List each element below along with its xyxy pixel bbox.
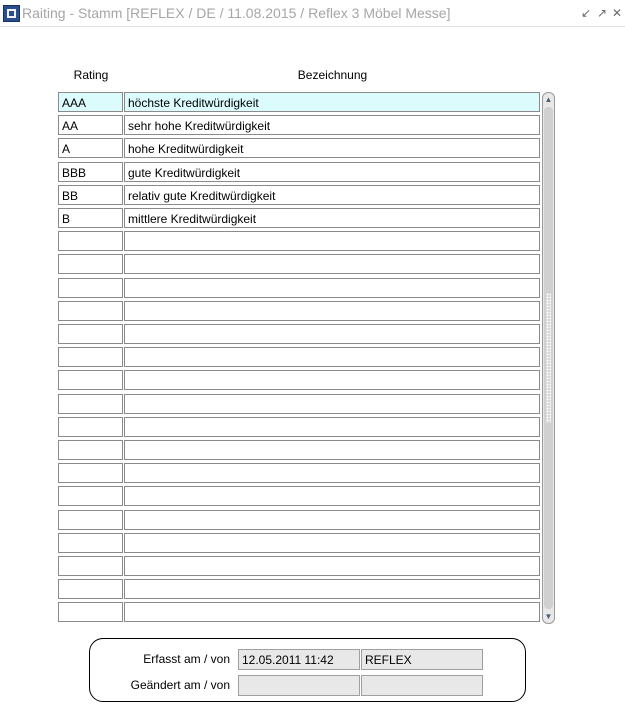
rating-cell[interactable] — [58, 370, 123, 390]
erfasst-label: Erfasst am / von — [143, 652, 230, 666]
title-bar — [0, 0, 625, 27]
scroll-up-icon[interactable]: ▲ — [544, 95, 553, 104]
bezeichnung-cell[interactable] — [124, 254, 540, 274]
erfasst-user-field[interactable]: REFLEX — [361, 649, 483, 670]
scroll-grip — [546, 293, 551, 423]
rating-cell[interactable]: A — [58, 138, 123, 158]
rating-cell[interactable] — [58, 278, 123, 298]
vertical-scrollbar[interactable] — [542, 92, 555, 624]
bezeichnung-cell[interactable]: höchste Kreditwürdigkeit — [124, 92, 540, 112]
app-icon[interactable] — [3, 5, 20, 22]
rating-cell[interactable] — [58, 394, 123, 414]
bezeichnung-cell[interactable] — [124, 602, 540, 622]
bezeichnung-cell[interactable] — [124, 556, 540, 576]
bezeichnung-cell[interactable] — [124, 370, 540, 390]
column-header-bezeichnung: Bezeichnung — [297, 68, 368, 82]
bezeichnung-cell[interactable] — [124, 533, 540, 553]
scroll-down-icon[interactable]: ▼ — [544, 612, 553, 621]
bezeichnung-cell[interactable] — [124, 440, 540, 460]
rating-cell[interactable] — [58, 301, 123, 321]
bezeichnung-cell[interactable] — [124, 486, 540, 506]
rating-cell[interactable] — [58, 463, 123, 483]
geaendert-date-field[interactable] — [238, 675, 360, 696]
geaendert-user-field[interactable] — [361, 675, 483, 696]
rating-cell[interactable] — [58, 324, 123, 344]
rating-cell[interactable] — [58, 254, 123, 274]
rating-cell[interactable]: AA — [58, 115, 123, 135]
bezeichnung-cell[interactable] — [124, 394, 540, 414]
bezeichnung-cell[interactable] — [124, 417, 540, 437]
bezeichnung-cell[interactable]: relativ gute Kreditwürdigkeit — [124, 185, 540, 205]
bezeichnung-cell[interactable]: hohe Kreditwürdigkeit — [124, 138, 540, 158]
rating-cell[interactable] — [58, 579, 123, 599]
maximize-icon[interactable]: ↗ — [596, 6, 608, 20]
rating-cell[interactable] — [58, 440, 123, 460]
minimize-icon[interactable]: ↙ — [580, 6, 592, 20]
rating-cell[interactable]: AAA — [58, 92, 123, 112]
rating-cell[interactable] — [58, 533, 123, 553]
column-header-rating: Rating — [73, 68, 109, 82]
window-title: Raiting - Stamm [REFLEX / DE / 11.08.2015 / Reflex 3 Möbel Messe] — [22, 5, 451, 21]
bezeichnung-cell[interactable] — [124, 347, 540, 367]
rating-cell[interactable] — [58, 417, 123, 437]
rating-cell[interactable]: BB — [58, 185, 123, 205]
scroll-thumb[interactable] — [544, 107, 553, 609]
bezeichnung-cell[interactable]: sehr hohe Kreditwürdigkeit — [124, 115, 540, 135]
rating-cell[interactable] — [58, 486, 123, 506]
rating-cell[interactable]: B — [58, 208, 123, 228]
rating-cell[interactable] — [58, 231, 123, 251]
bezeichnung-cell[interactable] — [124, 231, 540, 251]
rating-cell[interactable] — [58, 602, 123, 622]
bezeichnung-cell[interactable] — [124, 278, 540, 298]
erfasst-date-field[interactable]: 12.05.2011 11:42 — [238, 649, 360, 670]
bezeichnung-cell[interactable] — [124, 510, 540, 530]
close-icon[interactable]: ✕ — [611, 6, 623, 20]
bezeichnung-cell[interactable]: mittlere Kreditwürdigkeit — [124, 208, 540, 228]
rating-cell[interactable] — [58, 556, 123, 576]
rating-cell[interactable] — [58, 347, 123, 367]
geaendert-label: Geändert am / von — [130, 678, 230, 692]
bezeichnung-cell[interactable]: gute Kreditwürdigkeit — [124, 162, 540, 182]
bezeichnung-cell[interactable] — [124, 579, 540, 599]
rating-cell[interactable] — [58, 510, 123, 530]
bezeichnung-cell[interactable] — [124, 324, 540, 344]
bezeichnung-cell[interactable] — [124, 463, 540, 483]
rating-cell[interactable]: BBB — [58, 162, 123, 182]
bezeichnung-cell[interactable] — [124, 301, 540, 321]
